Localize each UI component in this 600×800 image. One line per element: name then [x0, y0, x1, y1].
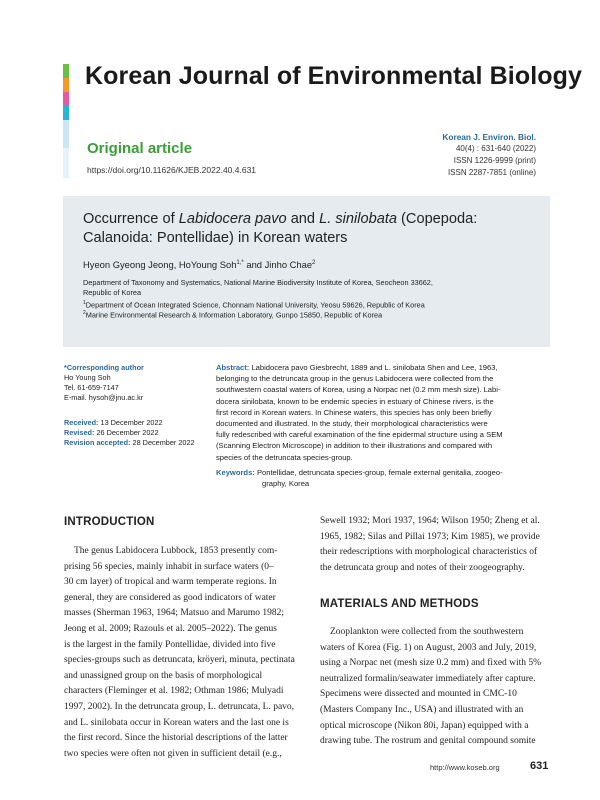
- abstract-line: belonging to the detruncata group in the genus Labidocera were collected from the: [216, 374, 494, 384]
- body-line: waters of Korea (Fig. 1) on August, 2003 and July, 2019,: [320, 642, 537, 653]
- keywords-label: Keywords:: [216, 468, 255, 477]
- journal-abbreviation: Korean J. Environ. Biol.: [442, 132, 536, 142]
- body-line: 1965, 1982; Silas and Pillai 1973; Kim 1985), we provide: [320, 531, 540, 542]
- body-line: Jeong et al. 2009; Razouls et al. 2005–2022). The genus: [64, 623, 278, 634]
- stripe-pink: [63, 92, 69, 106]
- author-names: Hyeon Gyeong Jeong, HoYoung Soh: [83, 259, 237, 270]
- abstract-line: [216, 362, 550, 373]
- body-line: 1997, 2002). In the detruncata group, L. detruncata, L. pavo,: [64, 701, 295, 712]
- body-line: (Masters Company Inc., USA) and illustrated with an: [320, 704, 524, 715]
- body-line: the detruncata group and notes of their zoogeography.: [320, 562, 525, 573]
- body-line: two species were often not given in sufficient detail (e.g.,: [64, 748, 282, 759]
- author-sup: 1,*: [236, 259, 244, 266]
- corresponding-name: Ho Young Soh: [64, 373, 111, 382]
- footer-url[interactable]: http://www.koseb.org: [430, 763, 500, 772]
- corresponding-label: *Corresponding author: [64, 363, 144, 372]
- author-names: and Jinho Chae: [243, 259, 313, 270]
- body-line: Specimens were dissected and mounted in CMC-10: [320, 689, 517, 700]
- citation-block: [442, 131, 536, 179]
- stripe-faint: [63, 148, 69, 178]
- author-list: [83, 259, 315, 270]
- article-type: Original article: [87, 140, 193, 157]
- journal-title: Korean Journal of Environmental Biology: [85, 62, 583, 90]
- introduction-text: [64, 544, 302, 762]
- abstract-label: Abstract:: [216, 363, 250, 372]
- keywords-line: graphy, Korea: [262, 479, 310, 489]
- methods-text: [320, 625, 550, 750]
- title-text: (Copepoda: Calanoida: Pontellidae) in Korean waters: [83, 211, 478, 246]
- body-line: species-groups such as detruncata, kröyeri, minuta, pectinata: [64, 655, 295, 666]
- stripe-green: [63, 64, 69, 78]
- received-value: 13 December 2022: [98, 418, 163, 427]
- keywords-line: [216, 467, 550, 478]
- affiliation-0-country: Republic of Korea: [83, 288, 142, 297]
- abstract-line: first record in Korean waters. In Chinese waters, this species has only been briefly: [216, 407, 492, 417]
- corresponding-email[interactable]: E-mail. hysoh@jnu.ac.kr: [64, 393, 144, 402]
- abstract-line: southwestern coastal waters of Korea, using a Norpac net (0.2 mm mesh size). Labi-: [216, 385, 501, 395]
- stripe-lightblue: [63, 120, 69, 148]
- body-line: their redescriptions with morphological characteristics of: [320, 547, 538, 558]
- stripe-blue: [63, 106, 69, 120]
- body-line: 30 cm layer) of tropical and warm temperate regions. In: [64, 577, 277, 588]
- stripe-orange: [63, 78, 69, 92]
- body-line: and L. sinilobata occur in Korean waters and the last one is: [64, 717, 289, 728]
- title-text: and: [286, 211, 320, 227]
- author-sup: 2: [312, 259, 316, 266]
- affiliation-sup: 2: [83, 310, 86, 316]
- body-line: and unassigned group on the basis of morphological: [64, 670, 263, 681]
- body-line: characters (Fleminger et al. 1982; Othman 1986; Mulyadi: [64, 686, 284, 697]
- section-heading-introduction: INTRODUCTION: [64, 516, 155, 528]
- affiliation-0: Department of Taxonomy and Systematics, National Marine Biodiversity Institute of Korea, Seocheon 33662,: [83, 278, 433, 287]
- body-line: Zooplankton were collected from the southwestern: [330, 627, 524, 637]
- affiliation-sup: 1: [83, 300, 86, 306]
- page-number: 631: [530, 760, 549, 772]
- accepted-label: Revision accepted:: [64, 438, 131, 447]
- corresponding-author: [64, 363, 144, 403]
- revised-date: [64, 428, 195, 438]
- introduction-continued: [320, 514, 550, 576]
- revised-value: 26 December 2022: [94, 428, 159, 437]
- abstract-line: documented and illustrated. In the study, their morphological characteristics were: [216, 419, 488, 429]
- keywords: [216, 467, 550, 489]
- title-box: [63, 196, 550, 347]
- doi-link[interactable]: https://doi.org/10.11626/KJEB.2022.40.4.631: [87, 165, 257, 175]
- revised-label: Revised:: [64, 428, 95, 437]
- section-heading-methods: MATERIALS AND METHODS: [320, 598, 479, 610]
- body-line: is the largest in the family Pontellidae, divided into five: [64, 639, 276, 650]
- title-species-2: L. sinilobata: [319, 211, 397, 227]
- abstract-line: docera sinilobata, known to be endemic species in estuary of Chinese rivers, is the: [216, 396, 494, 406]
- body-line: Sewell 1932; Mori 1937, 1964; Wilson 1950; Zheng et al.: [320, 516, 540, 526]
- corresponding-tel: Tel. 61-659-7147: [64, 383, 119, 392]
- body-line: the first record. Since the historial descriptions of the latter: [64, 733, 288, 744]
- abstract: [216, 362, 550, 463]
- affiliation-text: Department of Ocean Integrated Science, Chonnam National University, Yeosu 59626, Republic of Korea: [85, 300, 425, 310]
- abstract-line: fully redescribed with careful examination of the fine epidermal structure using a SEM: [216, 430, 503, 440]
- accepted-date: [64, 438, 195, 448]
- affiliation-2: [83, 308, 382, 320]
- title-text: Occurrence of: [83, 211, 179, 227]
- received-date: [64, 418, 195, 428]
- body-line: The genus Labidocera Lubbock, 1853 presently com-: [74, 546, 278, 556]
- title-species-1: Labidocera pavo: [178, 211, 287, 227]
- body-line: optical microscope (Nikon 80i, Japan) equipped with a: [320, 720, 529, 731]
- body-line: using a Norpac net (mesh size 0.2 mm) and fixed with 5%: [320, 658, 542, 669]
- body-line: drawing tube. The rostrum and genital compound somite: [320, 736, 536, 747]
- accepted-value: 28 December 2022: [130, 438, 195, 447]
- issn-print: ISSN 1226-9999 (print): [453, 156, 536, 165]
- keywords-text: Pontellidae, detruncata species-group, female external genitalia, zoogeo-: [254, 468, 503, 477]
- body-line: prising 56 species, mainly inhabit in surface waters (0–: [64, 561, 274, 572]
- affiliation-text: Marine Environmental Research & Information Laboratory, Gunpo 15850, Republic of Korea: [85, 310, 383, 320]
- article-title: [83, 210, 523, 248]
- body-line: neutralized formalin/seawater immediately after capture.: [320, 673, 536, 684]
- abstract-line: (Scanning Electron Microscope) in addition to their illustrations and compared with: [216, 441, 493, 451]
- article-dates: [64, 418, 195, 448]
- issn-online: ISSN 2287-7851 (online): [447, 168, 536, 177]
- volume-pages: 40(4) : 631-640 (2022): [455, 144, 536, 153]
- abstract-line: species of the detruncata species-group.: [216, 452, 353, 462]
- abstract-text: Labidocera pavo Giesbrecht, 1889 and L. sinilobata Shen and Lee, 1963,: [249, 363, 498, 372]
- received-label: Received:: [64, 418, 99, 427]
- body-line: general, they are considered as good indicators of water: [64, 592, 276, 603]
- journal-color-stripe: [63, 64, 69, 178]
- body-line: masses (Sherman 1963, 1964; Matsuo and Marumo 1982;: [64, 608, 285, 619]
